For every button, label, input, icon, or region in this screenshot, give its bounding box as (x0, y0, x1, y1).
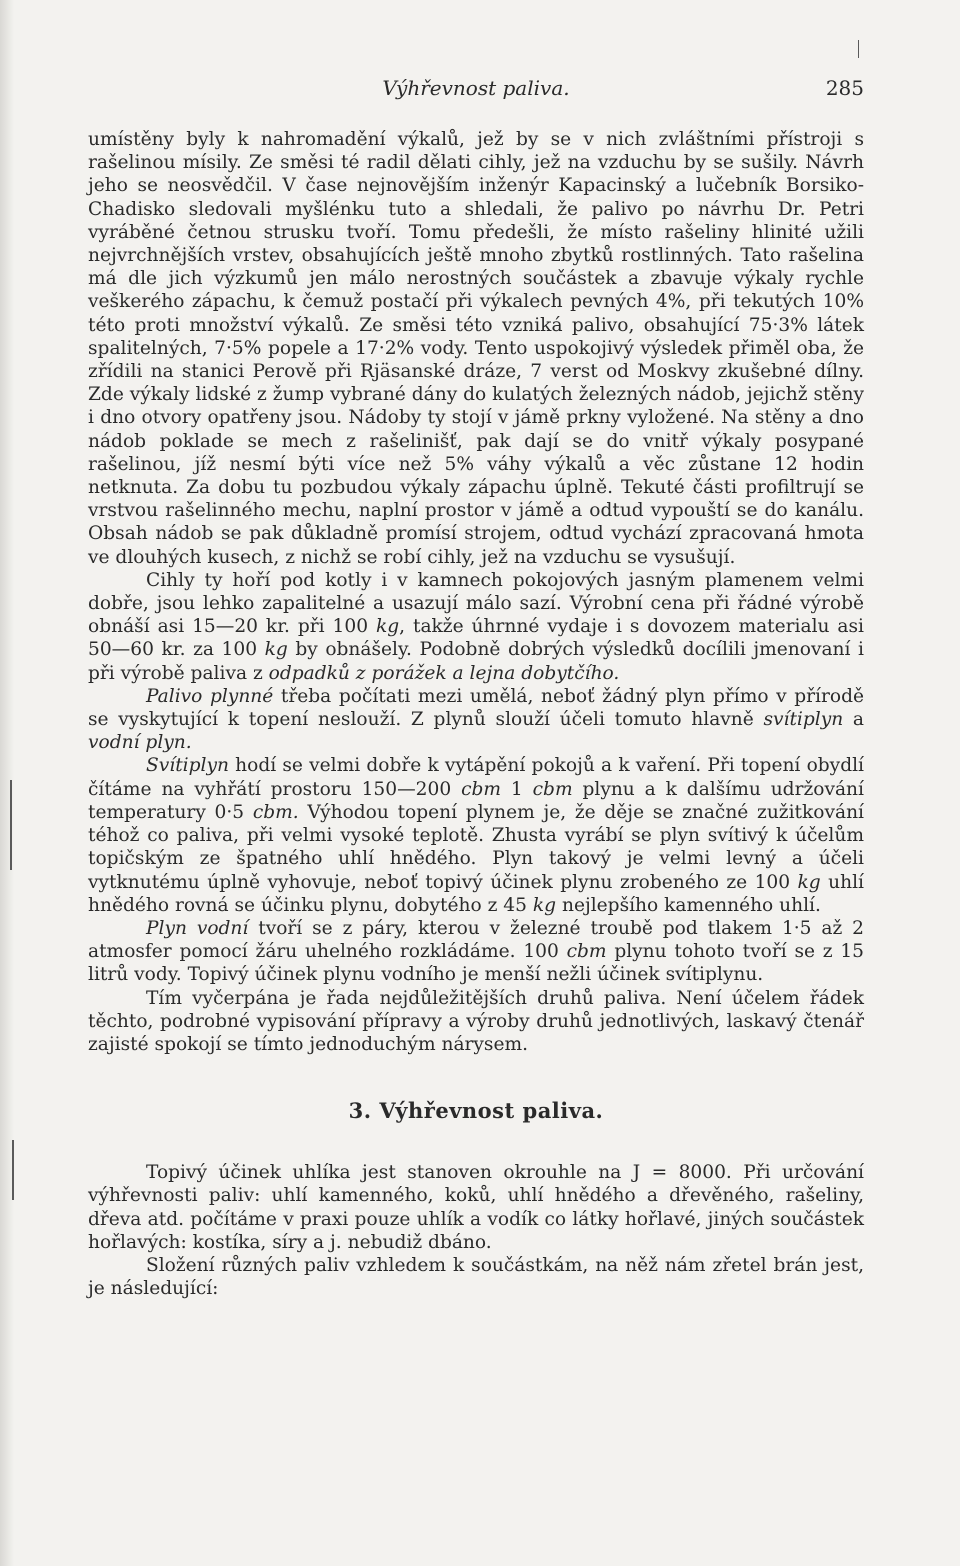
text-run: 1 (501, 778, 533, 800)
italic-run: kg (532, 894, 557, 916)
text-run: Složení různých paliv vzhledem k součástkám, na něž nám zřetel brán jest, je následující: (88, 1254, 864, 1300)
text-run: nejlepšího kamenného uhlí. (556, 894, 821, 916)
running-head (88, 76, 864, 106)
paragraph (88, 987, 864, 1057)
paragraph (88, 569, 864, 685)
text-run: třeba počítati mezi umělá, neboť žádný plyn přímo v přírodě se vyskytující k topení neslouží. Z plynů slouží účeli tomuto hlavně (88, 685, 864, 731)
italic-run: cbm. (252, 801, 299, 823)
italic-run: Svítiplyn (146, 755, 229, 777)
text-run: , takže úhrnné vydaje i s dovozem materialu asi 50—60 kr. za 100 (88, 616, 864, 661)
text-run: tvoří se z páry, kterou v železné troubě pod tlakem 1·5 až 2 atmosfer pomocí žáru uhelného rozkládáme. 100 (88, 917, 864, 963)
text-run: Výhodou topení plynem je, že děje se značné zužitkování téhož co paliva, při velmi vysoké teplotě. Zhusta vyrábí se plyn svítivý k účelům topičským ze špatného uhlí hnědého. Plyn takový je velmi levný a účeli vytknutému úplně vyhovuje, neboť topivý účinek plynu zrobeného ze 100 (88, 801, 864, 893)
running-title: Výhřevnost paliva. (382, 76, 570, 100)
text-run: Tím vyčerpána je řada nejdůležitějších druhů paliva. Není účelem řádek těchto, podrobné vypisování přípravy a výroby druhů jednotlivých, laskavý čtenář zajisté spokojí se tímto jednoduchým nárysem. (88, 987, 864, 1055)
italic-run: kg (264, 639, 288, 661)
text-run: uhlí hnědého rovná se účinku plynu, dobytého z 45 (88, 871, 864, 916)
book-page (88, 76, 864, 1300)
text-run: Topivý účinek uhlíka jest stanoven okrouhle na J = 8000. Při určování výhřevnosti paliv: uhlí kamenného, koků, uhlí hnědého a dřevěného, rašeliny, dřeva atd. počítáme v praxi pouze uhlík a vodík co látky hořlavé, jiných součástek hořlavých: kostíka, síry a j. nebudiž dbáno. (88, 1162, 864, 1253)
italic-run: svítiplyn (763, 709, 844, 731)
paragraph (88, 685, 864, 755)
text-run: a (843, 709, 865, 731)
paragraph (88, 754, 864, 916)
italic-run: vodní plyn. (88, 732, 192, 754)
text-run: plynu a k dalšímu udržování temperatury 0·5 (88, 778, 864, 823)
page-number: 285 (825, 76, 864, 100)
margin-mark (10, 780, 12, 870)
section-body (88, 1161, 864, 1300)
italic-run: cbm (461, 778, 502, 800)
italic-run: Plyn vodní (146, 917, 249, 939)
italic-run: Palivo plynné (146, 685, 274, 707)
text-run: hodí se velmi dobře k vytápění pokojů a k vaření. Při topení obydlí čítáme na vyhřátí prostoru 150—200 (88, 755, 864, 800)
italic-run: odpadků z porážek a lejna dobytčího. (268, 662, 620, 684)
section-heading: 3. Výhřevnost paliva. (348, 1098, 604, 1124)
italic-run: cbm (532, 778, 573, 800)
italic-run: kg (797, 871, 821, 893)
text-run: umístěny byly k nahromadění výkalů, jež by se v nich zvláštními přístroji s rašelinou mísily. Ze směsi té radil dělati cihly, jež na vzduchu by se sušily. Návrh jeho se neosvědčil. V čase nejnovějším inženýr Kapacinský a lučebník Borsiko-Chadisko sledovali myšlénku tuto a shledali, že palivo po návrhu Dr. Petri vyráběné četnou strusku tvoří. Tomu předešli, že místo rašeliny hlinité užili nejvrchnějších vrstev, obsahujících ještě mnoho zbytků rostlinných. Tato rašelina má dle jich výzkumů jen málo nerostných součástek a zbavuje výkaly rychle veškerého zápachu, k čemuž postačí při výkalech pevných 4%, při tekutých 10% této proti množství výkalů. Ze směsi této vzniká palivo, obsahující 75·3% látek spalitelných, 7·5% popele a 17·2% vody. Tento uspokojivý výsledek přiměl oba, že zřídili na stanici Perově při Rjäsanské dráze, 7 verst od Moskvy zkušebné dílny. Zde výkaly lidské z žump vybrané dány do kulatých železných nádob, jejichž stěny i dno otvory opatřeny jsou. Nádoby ty stojí v jámě prkny vyložené. Na stěny a dno nádob poklade se mech z rašelinišť, pak dají se do vnitř výkaly posypané rašelinou, jíž nesmí býti více než 5% váhy výkalů a věc zůstane 12 hodin netknuta. Za dobu tu pozbudou výkaly zápachu úplně. Tekuté části profiltrují se vrstvou rašelinného mechu, naplní prostor v jámě a odtud vypouští se do kanálu. Obsah nádob se pak důkladně promísí strojem, odtud vychází zpracovaná hmota ve dlouhých kusech, z nichž se robí cihly, jež na vzduchu se vysušují. (88, 129, 864, 568)
paragraph (88, 917, 864, 987)
body-text (88, 128, 864, 1056)
paragraph (88, 1161, 864, 1254)
paragraph (88, 128, 864, 569)
text-run: plynu tohoto tvoří se z 15 litrů vody. Topivý účinek plynu vodního je menší nežli účinek svítiplynu. (88, 941, 864, 986)
margin-mark (858, 40, 859, 58)
text-run: by obnášely. Podobně dobrých výsledků docílili jmenovaní i při výrobě paliva z (88, 639, 864, 684)
margin-mark (12, 1140, 14, 1200)
paragraph (88, 1254, 864, 1300)
italic-run: kg (375, 616, 400, 638)
text-run: Cihly ty hoří pod kotly i v kamnech pokojových jasným plamenem velmi dobře, jsou lehko zapalitelné a usazují málo sazí. Výrobní cena při řádné výrobě obnáší asi 15—20 kr. při 100 (88, 569, 864, 638)
italic-run: cbm (566, 941, 607, 963)
